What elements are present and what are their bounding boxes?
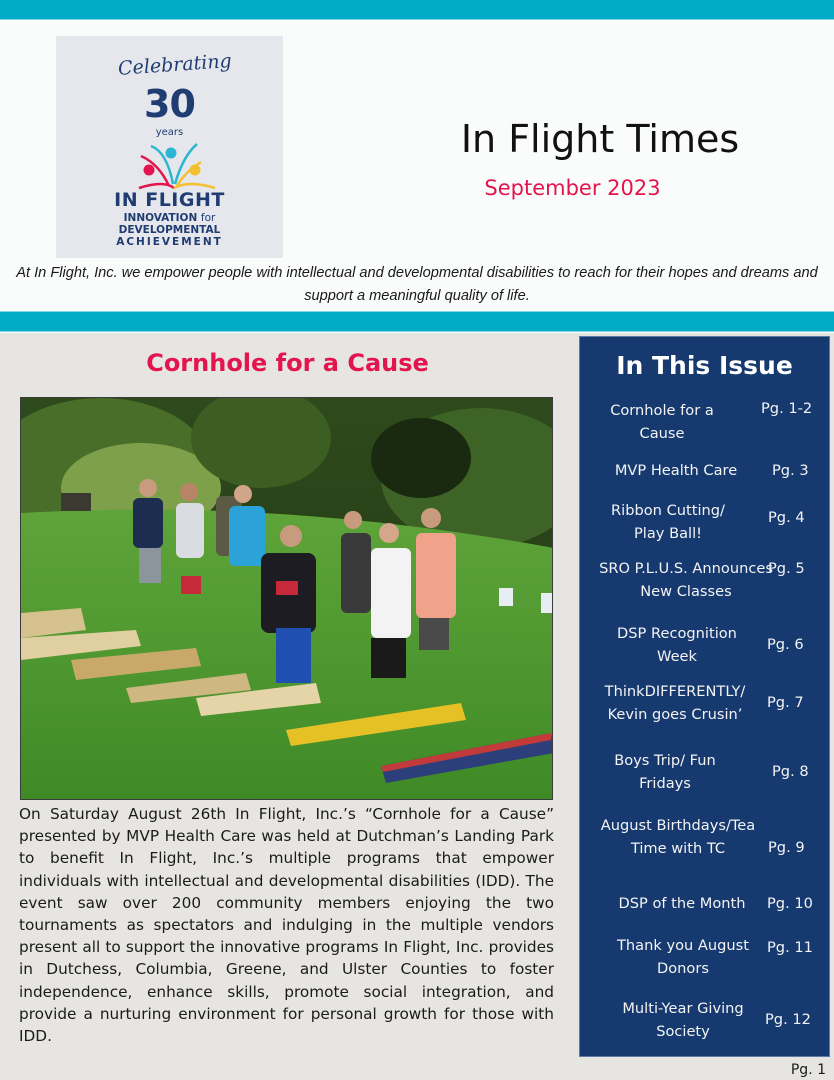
toc-item-label: Multi-Year Giving Society [622, 1000, 744, 1040]
toc-item-page: Pg. 7 [767, 694, 804, 711]
toc-item-label: Boys Trip/ Fun Fridays [614, 752, 716, 792]
top-color-band [0, 0, 834, 20]
toc-item-label: DSP Recognition Week [617, 625, 737, 665]
toc-item-page: Pg. 11 [767, 939, 813, 956]
logo-celebrating-text: Celebrating [117, 49, 233, 80]
logo-years-text: years [155, 127, 184, 138]
toc-item-label: Ribbon Cutting/ Play Ball! [611, 502, 725, 542]
toc-item-label [586, 557, 786, 603]
article-title: Cornhole for a Cause [146, 349, 429, 377]
logo-tagline-innovation: INNOVATION [123, 212, 198, 224]
toc-item-page: Pg. 4 [768, 509, 805, 526]
logo-tagline-line2: DEVELOPMENTAL [118, 224, 221, 236]
toc-item-label-text: SRO P.L.U.S. Announces New Classes [599, 560, 773, 600]
logo-organization-name: IN FLIGHT [114, 189, 225, 211]
toc-item-page: Pg. 12 [765, 1011, 811, 1028]
toc-item-label: DSP of the Month [618, 895, 746, 912]
logo [56, 36, 283, 258]
toc-item-page: Pg. 8 [772, 763, 809, 780]
toc-item-page: Pg. 5 [768, 560, 805, 577]
toc-item-label: MVP Health Care [614, 462, 738, 479]
page-number: Pg. 1 [790, 1062, 826, 1078]
article-photo [20, 397, 553, 800]
newsletter-title: In Flight Times [460, 117, 740, 161]
toc-item-page: Pg. 3 [772, 462, 809, 479]
middle-color-band [0, 311, 834, 332]
logo-tagline-line3: ACHIEVEMENT [116, 236, 223, 248]
cornhole-photo-illustration [21, 398, 553, 800]
toc-item-label: Thank you August Donors [617, 937, 749, 977]
toc-title: In This Issue [616, 351, 793, 380]
issue-date: September 2023 [484, 176, 661, 200]
toc-item-label: ThinkDIFFERENTLY/ Kevin goes Crusin’ [604, 683, 746, 723]
toc-item-page: Pg. 10 [767, 895, 813, 912]
logo-tagline-for: for [200, 212, 216, 224]
toc-item-label: Cornhole for a Cause [610, 402, 714, 442]
mission-statement: At In Flight, Inc. we empower people with intellectual and developmental disabilities to reach for their hopes and dreams and support a meaningful quality of life. [16, 265, 818, 304]
in-this-issue-panel [579, 336, 830, 1057]
toc-item-page: Pg. 9 [768, 839, 805, 856]
people-figure-icon [119, 140, 224, 192]
article-body-text: On Saturday August 26th In Flight, Inc.’s “Cornhole for a Cause” presented by MVP Health Care was held at Dutchman’s Landing Park to benefit In Flight, Inc.’s multiple programs that empower individuals with intellectual and developmental disabilities (IDD). The event saw over 200 community members enjoying the two tournaments as spectators and indulging in the multiple vendors present all to support the innovative programs In Flight, Inc. provides in Dutchess, Columbia, Greene, and Ulster Counties to foster independence, enhance skills, promote social integration, and provide a nurturing environment for personal growth for those with IDD. [19, 805, 554, 1046]
page-content [0, 333, 834, 1080]
toc-item-page: Pg. 1-2 [761, 400, 813, 417]
toc-item-page: Pg. 6 [767, 636, 804, 653]
logo-anniversary-number: 30 [144, 82, 195, 126]
toc-item-label: August Birthdays/Tea Time with TC [600, 817, 756, 857]
logo-tagline-line1 [56, 212, 283, 224]
